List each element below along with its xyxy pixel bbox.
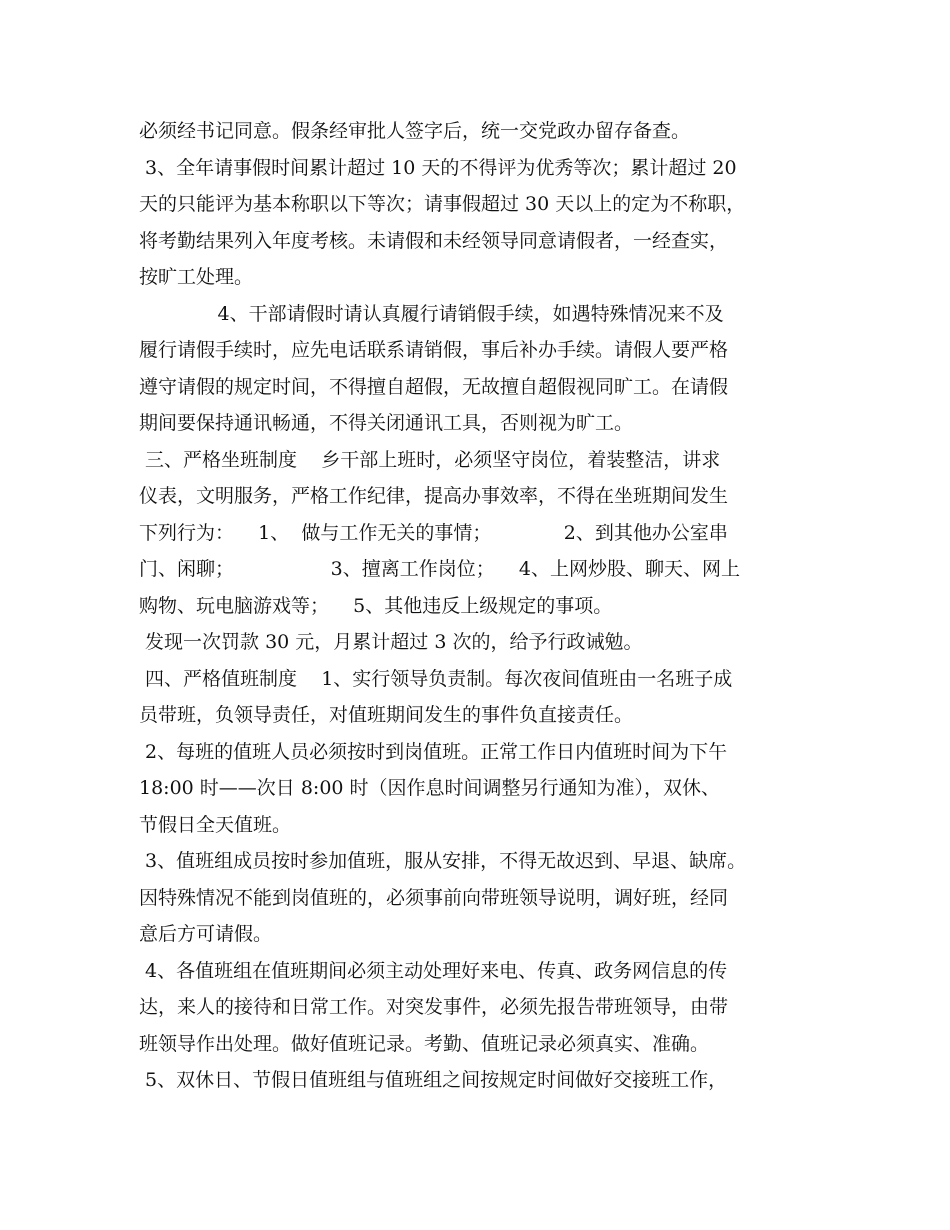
text-line: 发现一次罚款 30 元，月累计超过 3 次的，给予行政诫勉。: [139, 631, 643, 653]
text-line: 意后方可请假。: [139, 923, 273, 945]
text-line: 四、严格值班制度 1、实行领导负责制。每次夜间值班由一名班子成: [139, 667, 733, 690]
text-line: 期间要保持通讯畅通，不得关闭通讯工具，否则视为旷工。: [139, 412, 634, 434]
text-line: 购物、玩电脑游戏等； 5、其他违反上级规定的事项。: [139, 594, 613, 617]
text-line: 三、严格坐班制度 乡干部上班时，必须坚守岗位，着装整洁，讲求: [139, 448, 721, 471]
text-line: 3、全年请事假时间累计超过 10 天的不得评为优秀等次；累计超过 20: [139, 156, 737, 179]
text-line: 下列行为： 1、 做与工作无关的事情； 2、到其他办公室串: [139, 521, 728, 544]
text-line: 2、每班的值班人员必须按时到岗值班。正常工作日内值班时间为下午: [139, 740, 728, 763]
text-line: 4、干部请假时请认真履行请销假手续，如遇特殊情况来不及: [139, 302, 724, 325]
text-line: 因特殊情况不能到岗值班的，必须事前向带班领导说明，调好班，经同: [139, 886, 729, 909]
text-line: 节假日全天值班。: [139, 813, 292, 836]
document-body: [139, 113, 839, 1099]
text-line: 班领导作出处理。做好值班记录。考勤、值班记录必须真实、准确。: [139, 1032, 710, 1055]
text-line: 遵守请假的规定时间，不得擅自超假，无故擅自超假视同旷工。在请假: [139, 375, 729, 398]
text-line: 将考勤结果列入年度考核。未请假和未经领导同意请假者，一经查实，: [139, 229, 729, 252]
text-line: 18:00 时——次日 8:00 时（因作息时间调整另行通知为准），双休、: [139, 777, 721, 799]
text-line: 达，来人的接待和日常工作。对突发事件，必须先报告带班领导，由带: [139, 996, 729, 1018]
text-line: 天的只能评为基本称职以下等次；请事假超过 30 天以上的定为不称职，: [139, 193, 746, 215]
text-line: 员带班，负领导责任，对值班期间发生的事件负直接责任。: [139, 704, 634, 726]
text-line: 门、闲聊； 3、擅离工作岗位； 4、上网炒股、聊天、网上: [139, 558, 740, 580]
text-line: 3、值班组成员按时参加值班，服从安排，不得无故迟到、早退、缺席。: [139, 850, 747, 872]
text-line: 仪表，文明服务，严格工作纪律，提高办事效率，不得在坐班期间发生: [139, 485, 729, 507]
text-line: 必须经书记同意。假条经审批人签字后，统一交党政办留存备查。: [139, 120, 691, 142]
text-line: 履行请假手续时，应先电话联系请销假，事后补办手续。请假人要严格: [139, 339, 729, 361]
text-line: 4、各值班组在值班期间必须主动处理好来电、传真、政务网信息的传: [139, 959, 728, 982]
text-line: 5、双休日、节假日值班组与值班组之间按规定时间做好交接班工作，: [139, 1069, 728, 1091]
text-line: 按旷工处理。: [139, 266, 254, 288]
